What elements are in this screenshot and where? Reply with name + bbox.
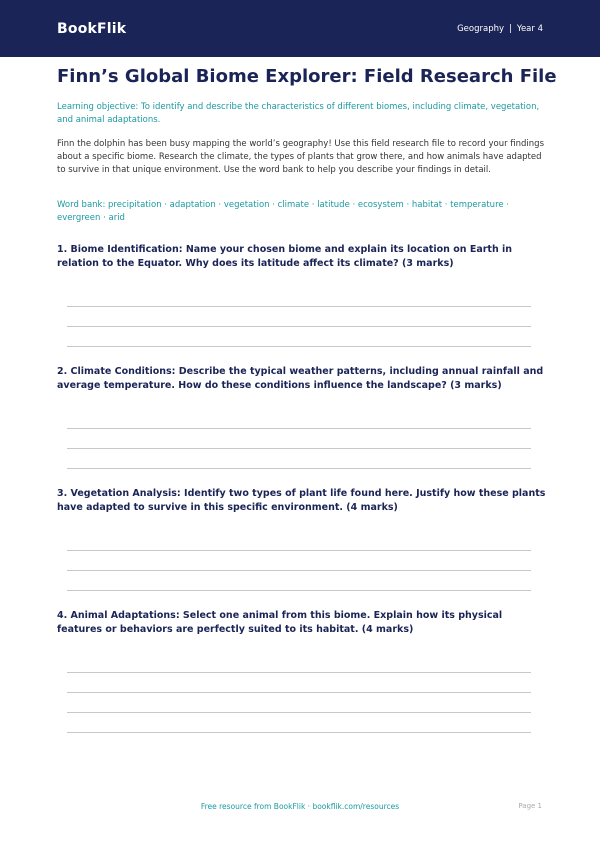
- page-title: Finn’s Global Biome Explorer: Field Research File: [57, 66, 557, 87]
- answer-line[interactable]: [67, 590, 531, 591]
- answer-line[interactable]: [67, 732, 531, 733]
- learning-objective: Learning objective: To identify and describe the characteristics of different biomes, including climate, vegetation, and animal adaptations.: [57, 102, 540, 125]
- brand-logo[interactable]: BookFlik: [57, 20, 127, 37]
- answer-line[interactable]: [67, 306, 531, 307]
- page-number: Page 1: [518, 802, 542, 810]
- answer-line[interactable]: [67, 428, 531, 429]
- answer-line[interactable]: [67, 672, 531, 673]
- header-meta: [457, 24, 543, 34]
- question-4: 4. Animal Adaptations: Select one animal from this biome. Explain how its physical features or behaviors are perfectly suited to its habitat. (4 marks): [57, 610, 503, 635]
- meta-separator: |: [509, 23, 512, 34]
- answer-line[interactable]: [67, 346, 531, 347]
- answer-line[interactable]: [67, 692, 531, 693]
- question-1: 1. Biome Identification: Name your chosen biome and explain its location on Earth in relation to the Equator. Why does its latitude affect its climate? (3 marks): [57, 244, 513, 269]
- intro-paragraph: Finn the dolphin has been busy mapping the world’s geography! Use this field research file to record your findings about a specific biome. Research the climate, the types of plants that grow there, and how animals have adapted to survive in that unique environment. Use the word bank to help you describe your findings in detail.: [57, 139, 544, 175]
- answer-line[interactable]: [67, 712, 531, 713]
- question-3: 3. Vegetation Analysis: Identify two types of plant life found here. Justify how these plants have adapted to survive in this specific environment. (4 marks): [57, 488, 546, 513]
- answer-line[interactable]: [67, 326, 531, 327]
- question-2: 2. Climate Conditions: Describe the typical weather patterns, including annual rainfall and average temperature. How do these conditions influence the landscape? (3 marks): [57, 366, 544, 391]
- word-bank: Word bank: precipitation · adaptation · vegetation · climate · latitude · ecosystem · habitat · temperature · evergreen · arid: [57, 200, 510, 223]
- year-label: Year 4: [516, 23, 543, 34]
- answer-line[interactable]: [67, 570, 531, 571]
- footer-link[interactable]: Free resource from BookFlik · bookflik.com/resources: [200, 802, 400, 811]
- subject-label: Geography: [457, 23, 505, 34]
- answer-line[interactable]: [67, 448, 531, 449]
- header-bar: [0, 0, 600, 57]
- answer-line[interactable]: [67, 550, 531, 551]
- answer-line[interactable]: [67, 468, 531, 469]
